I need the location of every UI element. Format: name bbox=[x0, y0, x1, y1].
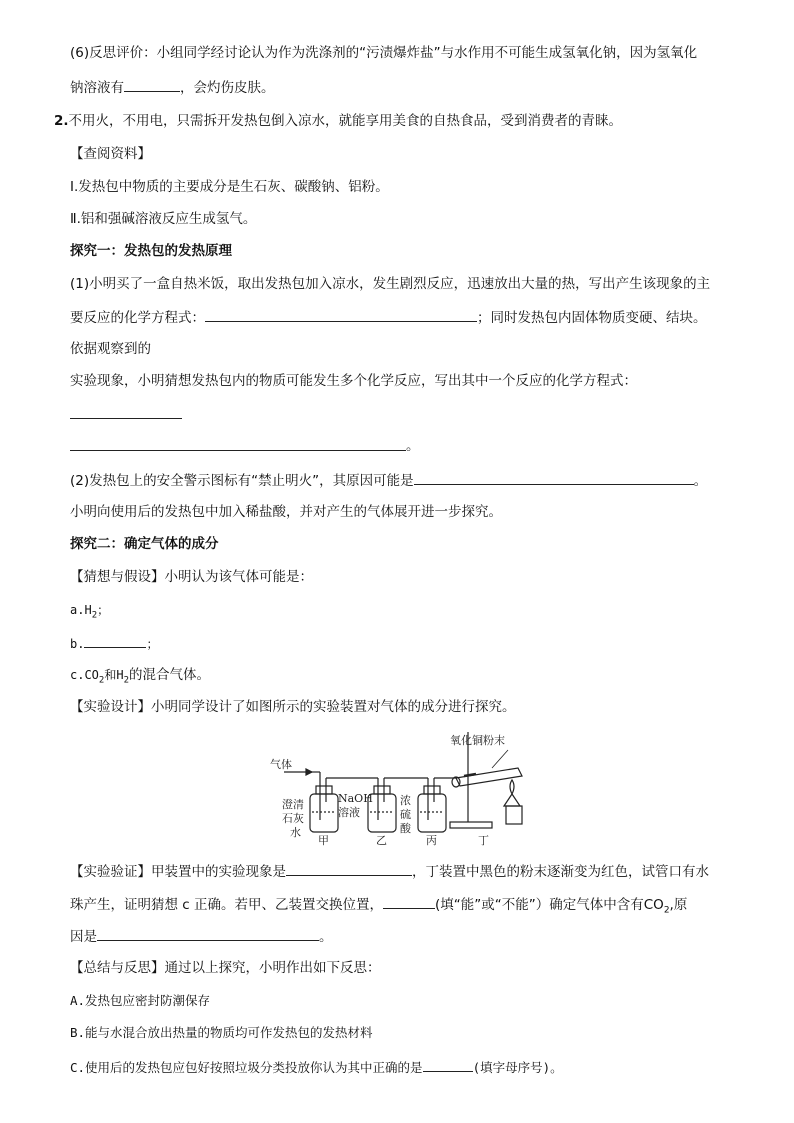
info-item-1: Ⅰ.发热包中物质的主要成分是生石灰、碳酸钠、铝粉。 bbox=[70, 179, 389, 195]
label-l4: 丁 bbox=[478, 834, 489, 847]
alcohol-lamp bbox=[504, 794, 520, 806]
test-tube bbox=[456, 768, 522, 786]
text: 的混合气体。 bbox=[128, 667, 210, 683]
bottle-jia bbox=[310, 794, 338, 832]
label-jia-2: 石灰 bbox=[282, 812, 304, 825]
verify-line3 bbox=[70, 926, 333, 946]
text: ； bbox=[146, 637, 159, 651]
option-a: A.发热包应密封防潮保存 bbox=[70, 993, 211, 1008]
label-l1: 甲 bbox=[318, 834, 329, 847]
info-head: 【查阅资料】 bbox=[70, 146, 151, 162]
question-number: 2. bbox=[54, 113, 69, 129]
answer-blank[interactable] bbox=[286, 861, 412, 876]
text: (2)发热包上的安全警示图标有“禁止明火”，其原因可能是 bbox=[70, 473, 414, 489]
label-yi-2: 溶液 bbox=[338, 806, 360, 819]
guess-head: 【猜想与假设】小明认为该气体可能是： bbox=[70, 569, 313, 585]
label-jia-3: 水 bbox=[290, 826, 301, 839]
text: ；同时发热包内固体物质变硬、结块。 bbox=[477, 310, 707, 326]
q2-stem bbox=[54, 112, 622, 130]
equation-blank[interactable] bbox=[70, 418, 182, 419]
equation-blank[interactable] bbox=[70, 450, 406, 451]
verify-line1 bbox=[70, 861, 709, 881]
answer-blank[interactable] bbox=[414, 470, 694, 485]
explore1-title: 探究一：发热包的发热原理 bbox=[70, 243, 232, 259]
answer-blank[interactable] bbox=[383, 894, 435, 909]
bottle-bing bbox=[418, 794, 446, 832]
explore1-p2 bbox=[70, 470, 707, 490]
text: 【实验验证】甲装置中的实验现象是 bbox=[70, 864, 286, 880]
guess-c bbox=[70, 666, 210, 689]
subscript: 2 bbox=[663, 905, 670, 916]
explore1-p3: 小明向使用后的发热包中加入稀盐酸，并对产生的气体展开进一步探究。 bbox=[70, 504, 502, 520]
text: (填字母序号)。 bbox=[472, 1060, 563, 1075]
equation-blank[interactable] bbox=[205, 307, 477, 322]
flame bbox=[510, 780, 514, 794]
text: c.CO bbox=[70, 668, 99, 682]
verify-line2 bbox=[70, 894, 687, 920]
text: 不用火，不用电，只需拆开发热包倒入凉水，就能享用美食的自热食品，受到消费者的青睐。 bbox=[68, 113, 623, 129]
text: ,原 bbox=[669, 897, 688, 913]
explore1-p1b bbox=[70, 307, 707, 327]
text: C.使用后的发热包应包好按照垃圾分类投放你认为其中正确的是 bbox=[70, 1060, 423, 1075]
answer-blank[interactable] bbox=[124, 77, 180, 92]
option-b: B.能与水混合放出热量的物质均可作发热包的发热材料 bbox=[70, 1025, 373, 1040]
guess-b bbox=[70, 633, 158, 653]
answer-blank[interactable] bbox=[97, 926, 319, 941]
summary-head: 【总结与反思】通过以上探究，小明作出如下反思： bbox=[70, 960, 381, 976]
text: 。 bbox=[693, 473, 708, 489]
info-item-2: Ⅱ.铝和强碱溶液反应生成氢气。 bbox=[70, 211, 257, 227]
stand-base bbox=[450, 822, 492, 828]
q1-6-line2 bbox=[70, 77, 275, 97]
text: ； bbox=[97, 603, 110, 617]
text: ，丁装置中黑色的粉末逐渐变为红色，试管口有水 bbox=[412, 864, 709, 880]
subscript: 2 bbox=[98, 675, 105, 686]
text: 和H bbox=[104, 668, 124, 682]
label-cuo: 氧化铜粉末 bbox=[450, 734, 505, 747]
label-jia-1: 澄清 bbox=[282, 798, 304, 811]
period: 。 bbox=[406, 438, 420, 454]
label-l3: 丙 bbox=[426, 834, 437, 847]
design-line: 【实验设计】小明同学设计了如图所示的实验装置对气体的成分进行探究。 bbox=[70, 699, 516, 715]
text: 因是 bbox=[70, 929, 97, 945]
explore1-p1a: (1)小明买了一盒自热米饭，取出发热包加入凉水，发生剧烈反应，迅速放出大量的热，写出产生该现象的主 bbox=[70, 276, 711, 292]
label-gas: 气体 bbox=[270, 758, 292, 771]
arrow-head bbox=[306, 769, 312, 775]
explore1-p1c: 依据观察到的 bbox=[70, 341, 151, 357]
explore1-p1d: 实验现象，小明猜想发热包内的物质可能发生多个化学反应，写出其中一个反应的化学方程式： bbox=[70, 373, 637, 389]
label-bing-1: 浓 bbox=[400, 794, 411, 807]
subscript: 2 bbox=[123, 675, 129, 686]
text: 要反应的化学方程式： bbox=[70, 310, 205, 326]
subscript: 2 bbox=[91, 610, 98, 621]
text: (填“能”或“不能”）确定气体中含有CO bbox=[435, 897, 664, 913]
label-bing-2: 硫 bbox=[400, 808, 411, 821]
option-c bbox=[70, 1057, 563, 1077]
label-l2: 乙 bbox=[376, 834, 387, 847]
guess-a bbox=[70, 601, 109, 624]
text: 。 bbox=[319, 929, 333, 945]
text: 钠溶液有 bbox=[70, 80, 124, 96]
label-yi-1: NaOH bbox=[338, 792, 373, 805]
text: b. bbox=[70, 637, 85, 651]
text: ，会灼伤皮肤。 bbox=[180, 80, 275, 96]
text: a.H bbox=[70, 603, 92, 617]
answer-blank[interactable] bbox=[423, 1057, 473, 1072]
explore2-title: 探究二：确定气体的成分 bbox=[70, 536, 219, 552]
q1-6-line1: (6)反思评价：小组同学经讨论认为作为洗涤剂的“污渍爆炸盐”与水作用不可能生成氢氧化钠，因为氢氧化 bbox=[70, 45, 698, 61]
answer-blank[interactable] bbox=[84, 633, 146, 648]
label-bing-3: 酸 bbox=[400, 822, 411, 835]
text: 珠产生，证明猜想 c 正确。若甲、乙装置交换位置， bbox=[70, 897, 384, 913]
apparatus-diagram bbox=[268, 730, 538, 848]
